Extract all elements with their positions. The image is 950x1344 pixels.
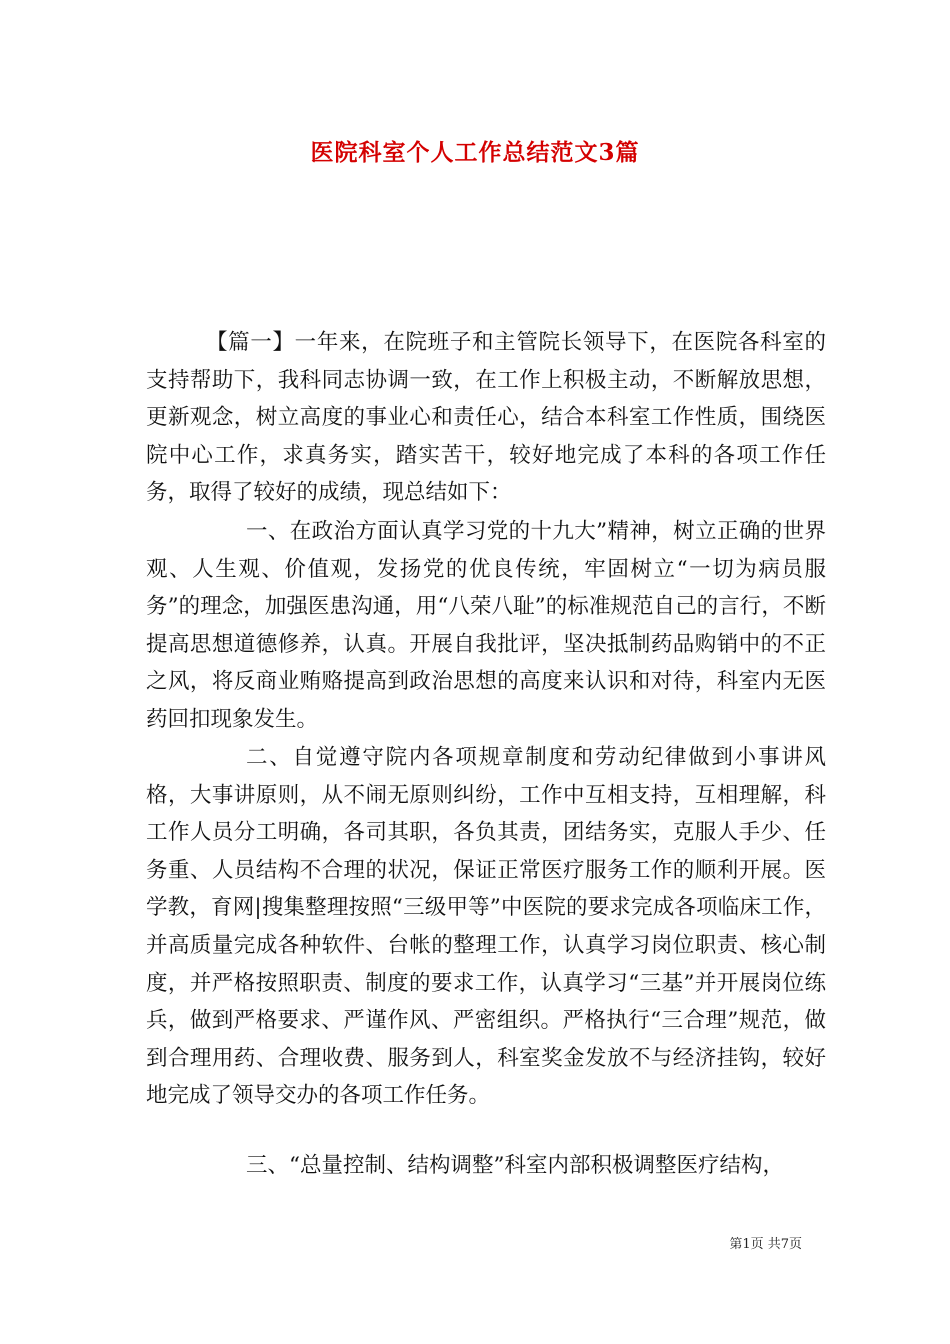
page-number: 第1页 共7页: [729, 1237, 802, 1252]
document-title: 医院科室个人工作总结范文3篇: [310, 139, 640, 166]
paragraph-section-3: 三、“总量控制、结构调整”科室内部积极调整医疗结构，: [246, 1153, 784, 1178]
paragraph-section-2: 二、自觉遵守院内各项规章制度和劳动纪律做到小事讲风格，大事讲原则，从不闹无原则纠纷，工作中互相支持，互相理解，科工作人员分工明确，各司其职，各负其责，团结务实，克服人手少、任务重、人员结构不合理的状况，保证正常医疗服务工作的顺利开展。医学教，育网|搜集整理按照“三级甲等”中医院的要求完成各项临床工作，并高质量完成各种软件、台帐的整理工作，认真学习岗位职责、核心制度，并严格按照职责、制度的要求工作，认真学习“三基”并开展岗位练兵，做到严格要求、严谨作风、严密组织。严格执行“三合理”规范，做到合理用药、合理收费、服务到人，科室奖金发放不与经济挂钩，较好地完成了领导交办的各项工作任务。: [146, 745, 826, 1109]
paragraph-section-1: 一、在政治方面认真学习党的十九大”精神，树立正确的世界观、人生观、价值观，发扬党的优良传统，牢固树立“一切为病员服务”的理念，加强医患沟通，用“八荣八耻”的标准规范自己的言行，不断提高思想道德修养，认真。开展自我批评，坚决抵制药品购销中的不正之风，将反商业贿赂提高到政治思想的高度来认识和对待，科室内无医药回扣现象发生。: [146, 519, 826, 732]
paragraph-intro: 【篇一】一年来，在院班子和主管院长领导下，在医院各科室的支持帮助下，我科同志协调一致，在工作上积极主动，不断解放思想，更新观念，树立高度的事业心和责任心，结合本科室工作性质，围绕医院中心工作，求真务实，踏实苦干，较好地完成了本科的各项工作任务，取得了较好的成绩，现总结如下：: [146, 330, 826, 506]
